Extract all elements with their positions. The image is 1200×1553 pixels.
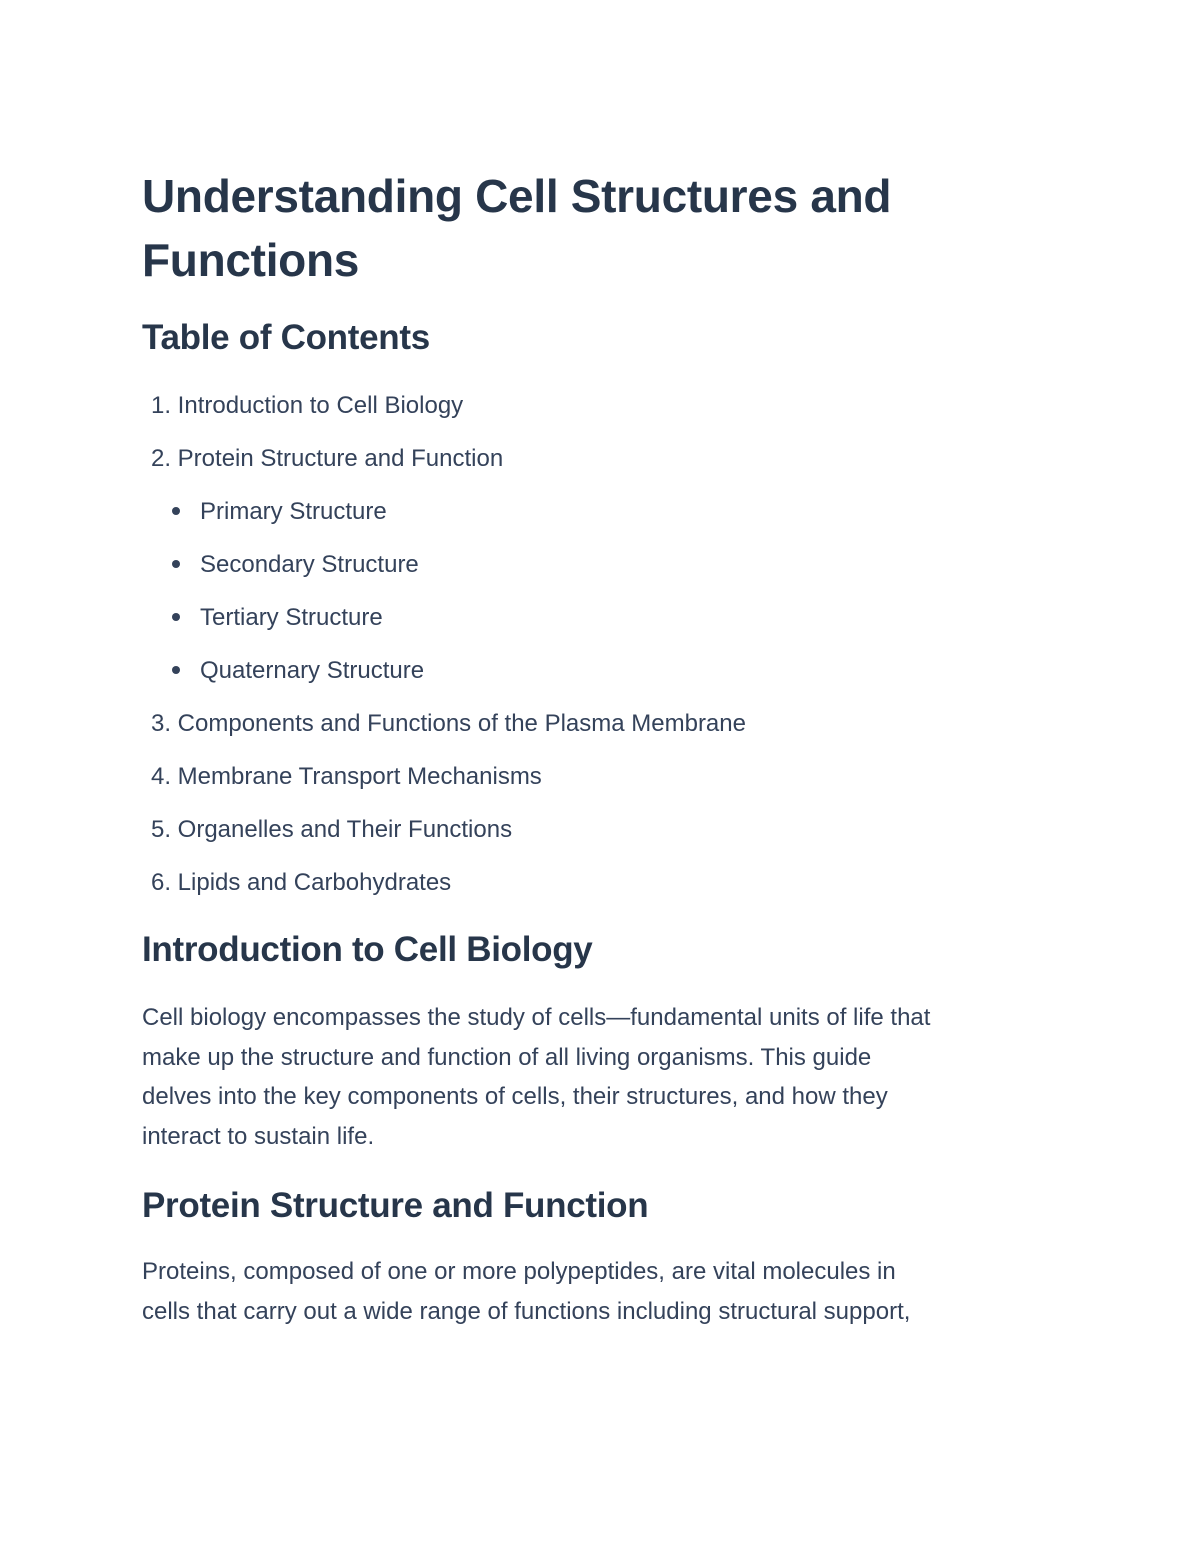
paragraph-line: interact to sustain life. [142,1122,375,1150]
document-title [142,164,891,292]
toc-item-label: Protein Structure and Function [177,445,504,472]
toc-item-number: 5. [150,816,171,843]
toc-item-lipids-carbohydrates[interactable] [142,863,746,903]
toc-item-number: 1. [150,392,171,419]
toc-item-number: 4. [150,763,171,790]
toc-subitem-label: Tertiary Structure [200,604,383,631]
toc-item-label: Components and Functions of the Plasma Membrane [177,710,746,737]
toc-subitem-label: Primary Structure [200,498,387,525]
toc-item-number: 2. [150,445,171,472]
section-paragraph-introduction [142,998,1072,1156]
section-paragraph-protein [142,1252,1072,1331]
paragraph-line: make up the structure and function of all living organisms. This guide [142,1043,872,1071]
document-title-line-2: Functions [142,234,360,286]
toc-item-membrane-transport[interactable] [142,757,746,797]
toc-item-organelles[interactable] [142,810,746,850]
toc-heading: Table of Contents [142,318,430,357]
bullet-icon [172,560,180,568]
toc-item-label: Organelles and Their Functions [177,816,513,843]
section-heading-protein: Protein Structure and Function [142,1186,649,1225]
bullet-icon [172,613,180,621]
toc-item-introduction[interactable] [142,386,746,426]
paragraph-line: Proteins, composed of one or more polypeptides, are vital molecules in [142,1258,896,1285]
table-of-contents [142,386,746,916]
toc-item-number: 3. [150,710,171,737]
toc-item-label: Lipids and Carbohydrates [177,869,452,896]
toc-subitem-quaternary-structure[interactable] [142,651,746,691]
toc-subitem-label: Secondary Structure [200,551,419,578]
toc-item-label: Membrane Transport Mechanisms [177,763,542,790]
toc-subitem-primary-structure[interactable] [142,492,746,532]
document-title-line-1: Understanding Cell Structures and [142,170,892,222]
bullet-icon [172,507,180,515]
toc-item-protein-structure[interactable] [142,439,746,479]
toc-item-label: Introduction to Cell Biology [177,392,464,419]
toc-subitem-label: Quaternary Structure [200,657,425,684]
paragraph-line: cells that carry out a wide range of functions including structural support, [142,1297,911,1325]
section-heading-introduction: Introduction to Cell Biology [142,930,593,969]
paragraph-line: delves into the key components of cells, their structures, and how they [142,1083,888,1110]
toc-item-number: 6. [150,869,171,896]
bullet-icon [172,666,180,674]
paragraph-line: Cell biology encompasses the study of cells—fundamental units of life that [142,1004,931,1031]
toc-subitem-tertiary-structure[interactable] [142,598,746,638]
toc-item-plasma-membrane[interactable] [142,704,746,744]
toc-subitem-secondary-structure[interactable] [142,545,746,585]
